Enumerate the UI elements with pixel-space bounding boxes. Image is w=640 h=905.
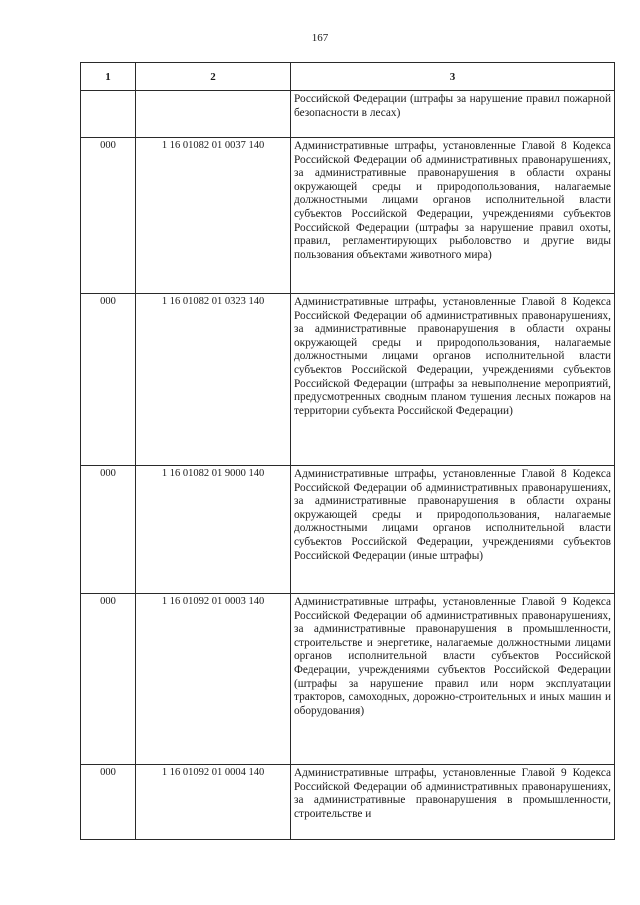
budget-codes-table xyxy=(80,62,615,840)
table-row xyxy=(81,138,615,294)
table-row xyxy=(81,91,615,138)
cell-admin-code: 000 xyxy=(81,294,136,466)
table-row xyxy=(81,294,615,466)
cell-description: Административные штрафы, установленные Главой 8 Кодекса Российской Федерации об административных правонарушениях, за административные правонарушения в области охраны окружающей среды и природопользования, налагаемые должностными лицами органов исполнительной власти субъектов Российской Федерации, учреждениями субъектов Российской Федерации (штрафы за нарушение правил охоты, правил, регламентирующих рыболовство и другие виды пользования объектами животного мира) xyxy=(291,138,615,294)
cell-description: Административные штрафы, установленные Главой 8 Кодекса Российской Федерации об административных правонарушениях, за административные правонарушения в области охраны окружающей среды и природопользования, налагаемые должностными лицами органов исполнительной власти субъектов Российской Федерации, учреждениями субъектов Российской Федерации (штрафы за невыполнение мероприятий, предусмотренных сводным планом тушения лесных пожаров на территории субъекта Российской Федерации) xyxy=(291,294,615,466)
cell-admin-code xyxy=(81,91,136,138)
table-header-row xyxy=(81,63,615,91)
cell-admin-code: 000 xyxy=(81,466,136,594)
column-header-2: 2 xyxy=(136,63,291,91)
cell-budget-code: 1 16 01082 01 0037 140 xyxy=(136,138,291,294)
table-row xyxy=(81,765,615,840)
cell-description: Административные штрафы, установленные Главой 9 Кодекса Российской Федерации об административных правонарушениях, за административные правонарушения в промышленности, строительстве и энергетике, налагаемые должностными лицами органов исполнительной власти субъектов Российской Федерации, учреждениями субъектов Российской Федерации (штрафы за нарушение правил или норм эксплуатации тракторов, самоходных, дорожно-строительных и иных машин и оборудования) xyxy=(291,594,615,765)
page-number: 167 xyxy=(311,32,329,44)
table-row xyxy=(81,466,615,594)
table-row xyxy=(81,594,615,765)
column-header-1: 1 xyxy=(81,63,136,91)
cell-description: Административные штрафы, установленные Главой 8 Кодекса Российской Федерации об административных правонарушениях, за административные правонарушения в области охраны окружающей среды и природопользования, налагаемые должностными лицами органов исполнительной власти субъектов Российской Федерации, учреждениями субъектов Российской Федерации (иные штрафы) xyxy=(291,466,615,594)
cell-description: Российской Федерации (штрафы за нарушение правил пожарной безопасности в лесах) xyxy=(291,91,615,138)
cell-budget-code: 1 16 01092 01 0003 140 xyxy=(136,594,291,765)
cell-budget-code: 1 16 01092 01 0004 140 xyxy=(136,765,291,840)
cell-admin-code: 000 xyxy=(81,594,136,765)
cell-description: Административные штрафы, установленные Главой 9 Кодекса Российской Федерации об административных правонарушениях, за административные правонарушения в промышленности, строительстве и xyxy=(291,765,615,840)
cell-budget-code xyxy=(136,91,291,138)
column-header-3: 3 xyxy=(291,63,615,91)
cell-budget-code: 1 16 01082 01 0323 140 xyxy=(136,294,291,466)
cell-admin-code: 000 xyxy=(81,765,136,840)
cell-admin-code: 000 xyxy=(81,138,136,294)
cell-budget-code: 1 16 01082 01 9000 140 xyxy=(136,466,291,594)
